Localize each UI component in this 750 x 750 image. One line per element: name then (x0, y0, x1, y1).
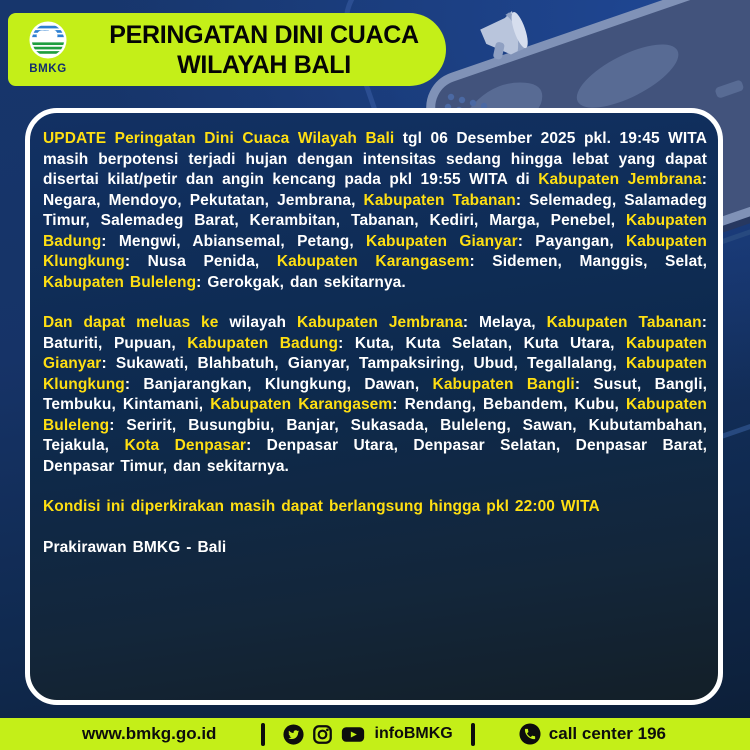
warning-paragraph-current: UPDATE Peringatan Dini Cuaca Wilayah Bali tgl 06 Desember 2025 pkl. 19:45 WITA masih berpotensi terjadi hujan dengan intensitas sedang hingga lebat yang dapat disertai kilat/petir dan angin kencang pada pkl 19:55 WITA di Kabupaten Jembrana: Negara, Mendoyo, Pekutatan, Jembrana, Kabupaten Tabanan: Selemadeg, Salamadeg Timur, Salemadeg Barat, Kerambitan, Tabanan, Kediri, Marga, Penebel, Kabupaten Badung: Mengwi, Abiansemal, Petang, Kabupaten Gianyar: Payangan, Kabupaten Klungkung: Nusa Penida, Kabupaten Karangasem: Sidemen, Manggis, Selat, Kabupaten Buleleng: Gerokgak, dan sekitarnya. (43, 130, 708, 291)
website-text: www.bmkg.go.id (82, 724, 217, 743)
bmkg-logo-icon (29, 21, 67, 59)
footer-social-group (261, 723, 475, 746)
warning-panel (25, 108, 723, 705)
forecaster-signature: Prakirawan BMKG - Bali (43, 538, 227, 556)
header-band (8, 13, 446, 86)
page-title (88, 20, 440, 80)
page-title-line1: PERINGATAN DINI CUACA (109, 20, 419, 49)
twitter-icon (283, 724, 304, 745)
footer-separator (261, 723, 265, 746)
footer-callcenter-group (519, 723, 666, 745)
youtube-icon (341, 724, 365, 745)
warning-paragraph-expansion: Dan dapat meluas ke wilayah Kabupaten Jembrana: Melaya, Kabupaten Tabanan: Baturiti, Pupuan, Kabupaten Badung: Kuta, Kuta Selatan, Kuta Utara, Kabupaten Gianyar: Sukawati, Blahbatuh, Gianyar, Tampaksiring, Ubud, Tegallalang, Kabupaten Klungkung: Banjarangkan, Klungkung, Dawan, Kabupaten Bangli: Susut, Bangli, Tembuku, Kintamani, Kabupaten Karangasem: Rendang, Bebandem, Kubu, Kabupaten Buleleng: Seririt, Busungbiu, Banjar, Sukasada, Buleleng, Sawan, Kubutambahan, Tejakula, Kota Denpasar: Denpasar Utara, Denpasar Selatan, Denpasar Barat, Denpasar Timur, dan sekitarnya. (43, 314, 708, 475)
bmkg-logo-label: BMKG (29, 63, 67, 75)
footer-separator (471, 723, 475, 746)
page-title-line2: WILAYAH BALI (177, 50, 351, 79)
warning-duration-note: Kondisi ini diperkirakan masih dapat berlangsung hingga pkl 22:00 WITA (43, 498, 600, 515)
footer-website-group (82, 724, 216, 744)
social-handle-text: infoBMKG (374, 725, 453, 742)
footer-bar (0, 718, 750, 750)
call-center-text: call center 196 (548, 724, 666, 743)
phone-icon (519, 723, 541, 745)
bmkg-logo (19, 21, 77, 75)
instagram-icon (312, 724, 333, 745)
